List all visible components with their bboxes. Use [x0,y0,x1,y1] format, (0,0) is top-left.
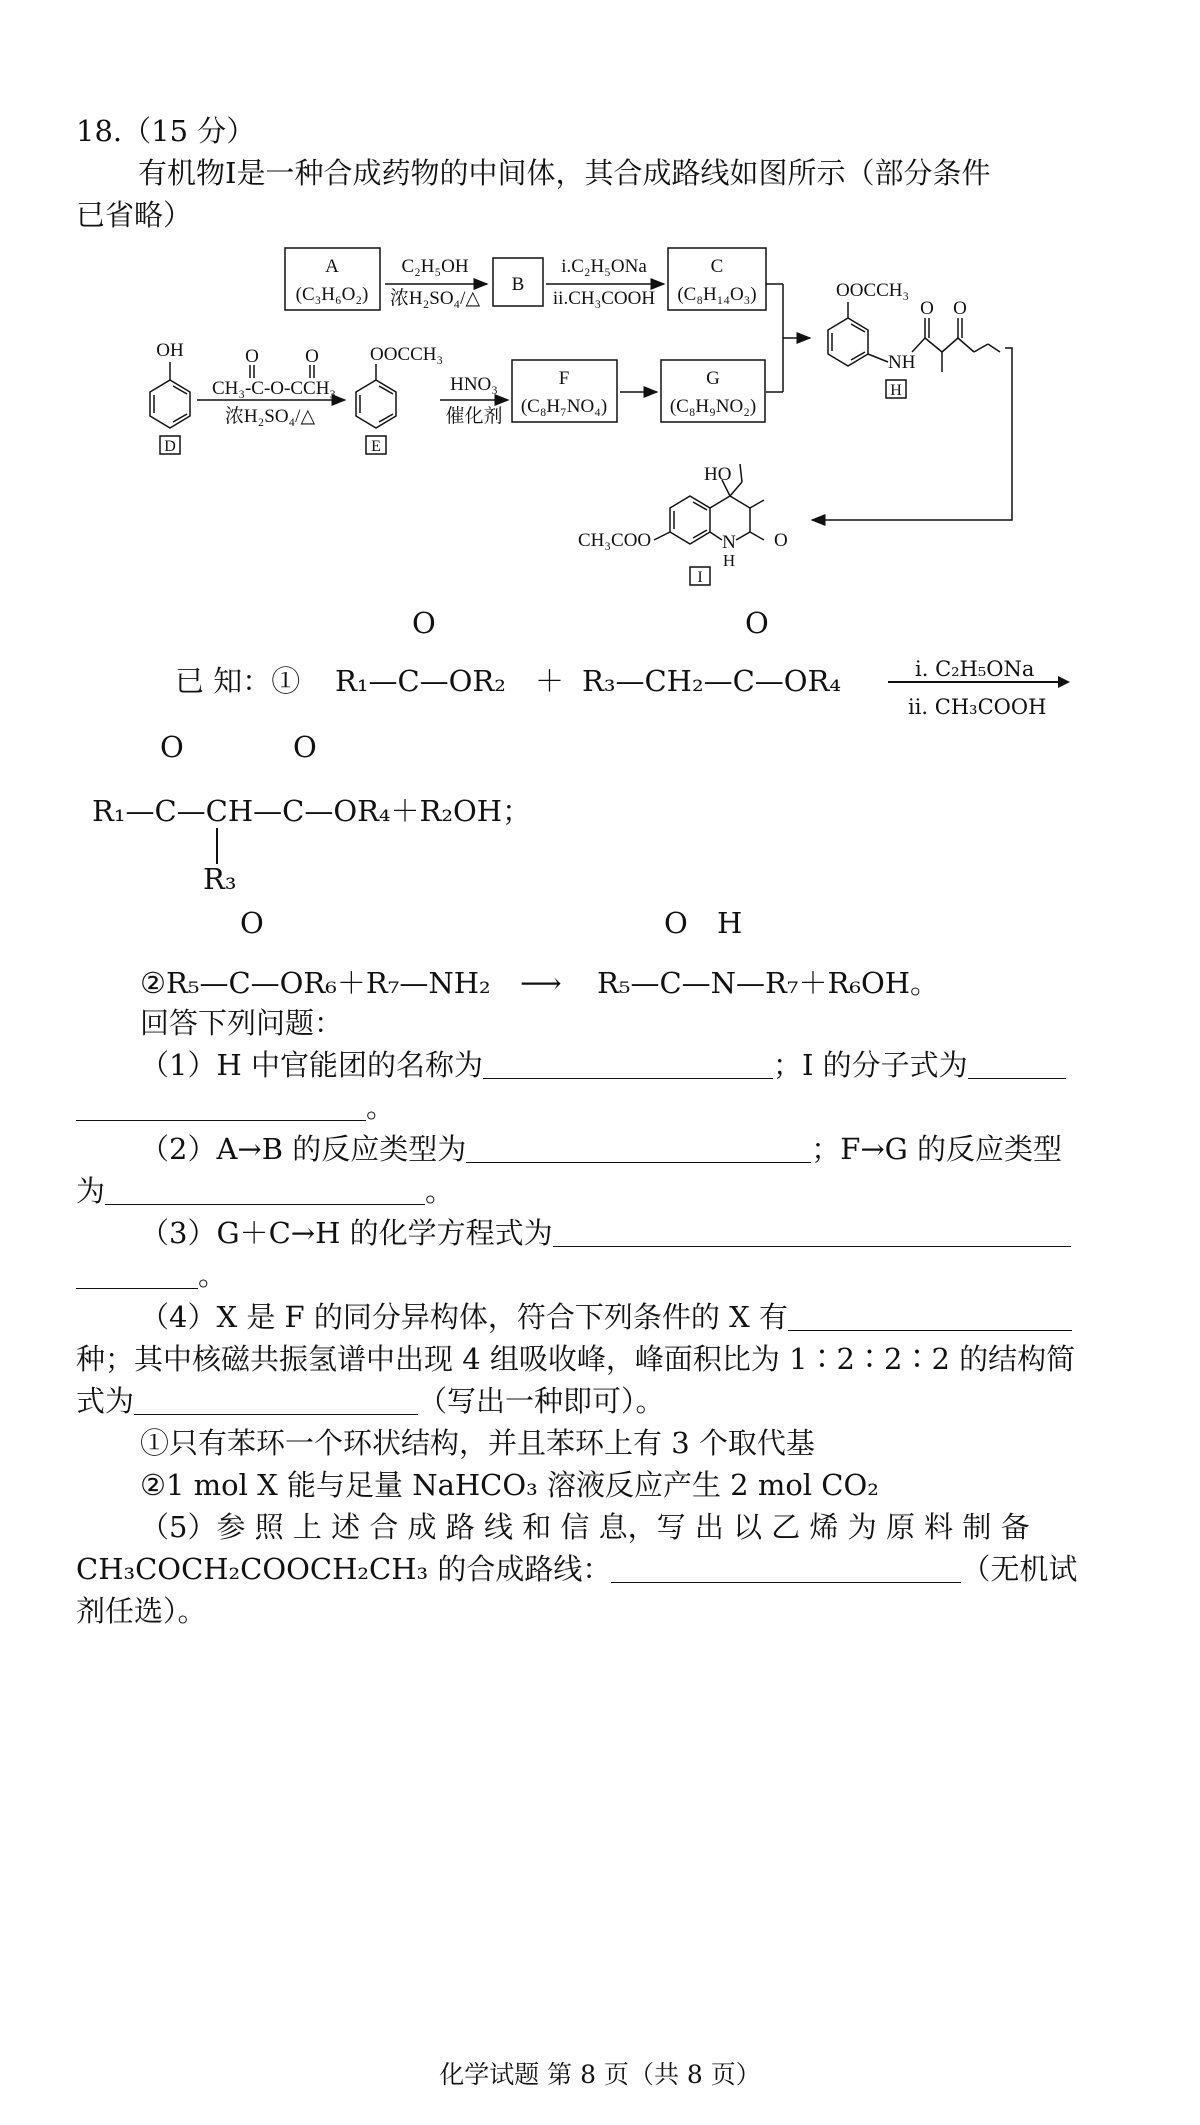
known-o-f: O [664,906,688,940]
known-r1: R₁—C—OR₂ [335,664,506,698]
q3-blank-1a[interactable] [553,1216,1071,1247]
intro-line-1: 有机物Ⅰ是一种合成药物的中间体，其合成路线如图所示（部分条件 [138,156,991,190]
q4-blank-1[interactable] [788,1300,1072,1331]
box-a-formula: (C₃H₆O₂) [295,284,369,305]
benzene-h [828,318,868,366]
known-eq2-right: R₅—C—N—R₇＋R₆OH。 [597,966,940,1000]
q2-blank-2[interactable] [105,1174,425,1205]
q2-text-c: 为 [76,1174,106,1208]
cond-bc-top: i.C₂H₅ONa [561,256,647,277]
label-i: I [697,569,703,586]
known-r3: R₃—CH₂—C—OR₄ [582,664,841,698]
q1-blank-2b[interactable] [76,1090,366,1121]
cond-ab-bottom: 浓H₂SO₄/△ [389,288,481,309]
benzene-e [356,380,396,428]
known-cond-bottom: ⅱ. CH₃COOH [908,695,1047,719]
known-product1: R₁—C—CH—C—OR₄＋R₂OH； [92,794,532,828]
q2-text-a: （2）A→B 的反应类型为 [140,1132,467,1166]
reagent-o1: O [245,346,259,367]
q4-text-c: 式为 [76,1384,135,1418]
q4-text-a: （4）X 是 F 的同分异构体，符合下列条件的 X 有 [140,1300,788,1334]
q4-line-2: 种；其中核磁共振氢谱中出现 4 组吸收峰，峰面积比为 1∶2∶2∶2 的结构简 [76,1342,1076,1376]
q3-text-a: （3）G＋C→H 的化学方程式为 [140,1216,553,1250]
cond-ab-top: C₂H₅OH [401,256,469,277]
question-header: 18.（15 分） [76,114,256,148]
q2-end: 。 [425,1174,455,1208]
box-b-label: B [511,274,525,295]
known-r3-sub: R₃ [203,862,237,896]
h-nh: NH [888,352,916,373]
known-arrow [888,681,1058,683]
h-o1: O [920,298,934,319]
label-h: H [890,382,902,399]
known-plus: ＋ [535,664,565,698]
box-c-formula: (C₈H₁₄O₃) [677,284,757,305]
known-o-b: O [745,606,769,640]
benzene-i [670,496,710,544]
q4-blank-2[interactable] [134,1384,418,1415]
known-eq2-left: ②R₅—C—OR₆＋R₇—NH₂ [140,966,491,1000]
q4-condition-1: ①只有苯环一个环状结构，并且苯环上有 3 个取代基 [140,1426,815,1460]
known-o-d: O [293,730,317,764]
q4-line-3 [76,1380,665,1422]
q4-text-d: （写出一种即可）。 [418,1384,665,1418]
q4-line [140,1296,1072,1338]
q1-blank-1[interactable] [483,1048,773,1079]
known-eq2-arrow: ⟶ [520,966,562,1000]
box-g-formula: (C₈H₉NO₂) [669,396,757,417]
label-d: D [164,438,176,455]
q2-line-2 [76,1170,454,1212]
q5-line: （5）参 照 上 述 合 成 路 线 和 信 息，写 出 以 乙 烯 为 原 料 制 备 [140,1510,1030,1544]
h-group: OOCCH₃ [836,280,910,301]
reagent-o2: O [305,346,319,367]
label-e: E [371,438,381,455]
q1-text-a: （1）H 中官能团的名称为 [140,1048,483,1082]
known-prefix: 已 知：① [175,664,301,698]
e-group: OOCCH₃ [370,344,444,365]
synthesis-scheme [0,230,1200,590]
q5-blank-1[interactable] [611,1552,961,1583]
cond-ef-top: HNO₃ [450,374,498,395]
known-arrowhead [1058,676,1070,688]
q3-end: 。 [198,1258,228,1292]
box-f-formula: (C₈H₇NO₄) [520,396,608,417]
box-a-label: A [325,256,339,277]
q2-text-b: ；F→G 的反应类型 [811,1132,1063,1166]
known-o-a: O [412,606,436,640]
benzene-d [150,380,190,428]
known-h-top: H [717,906,743,940]
q1-blank-2a[interactable] [968,1048,1066,1079]
box-c-label: C [710,256,724,277]
q2-blank-1[interactable] [466,1132,811,1163]
q1-line-2 [76,1086,395,1128]
i-n: N [722,532,736,553]
q3-line [140,1212,1071,1254]
reagent-de: CH₃-C-O-CCH₃ [211,378,337,399]
cond-de-bottom: 浓H₂SO₄/△ [224,406,316,427]
known-cond-top: ⅰ. C₂H₅ONa [915,657,1035,681]
q1-line [140,1044,1066,1086]
known-o-c: O [160,730,184,764]
known-o-e: O [240,906,264,940]
q3-line-2 [76,1254,227,1296]
i-acetoxy: CH₃COO [578,530,652,551]
i-ho: HO [704,464,732,485]
q2-line [140,1128,1062,1170]
q5-text-b: CH₃COCH₂COOCH₂CH₃ 的合成路线： [76,1552,612,1586]
i-h: H [722,551,736,570]
cond-bc-bottom: ii.CH₃COOH [552,288,656,309]
q5-line-3: 剂任选）。 [76,1594,207,1628]
box-g-label: G [706,368,720,389]
page-footer: 化学试题 第 8 页（共 8 页） [439,2060,761,2089]
q3-blank-1b[interactable] [76,1258,198,1289]
q1-end: 。 [366,1090,396,1124]
box-f-label: F [558,368,570,389]
questions-prompt: 回答下列问题： [140,1006,344,1040]
q1-text-b: ；I 的分子式为 [772,1048,968,1082]
intro-line-2: 已省略） [76,198,193,232]
q4-condition-2: ②1 mol X 能与足量 NaHCO₃ 溶液反应产生 2 mol CO₂ [140,1468,879,1502]
q5-line-2 [76,1548,1077,1590]
q5-text-c: （无机试 [961,1552,1078,1586]
d-oh: OH [156,340,184,361]
i-o: O [774,530,788,551]
cond-ef-bottom: 催化剂 [445,406,503,427]
h-o2: O [953,298,967,319]
